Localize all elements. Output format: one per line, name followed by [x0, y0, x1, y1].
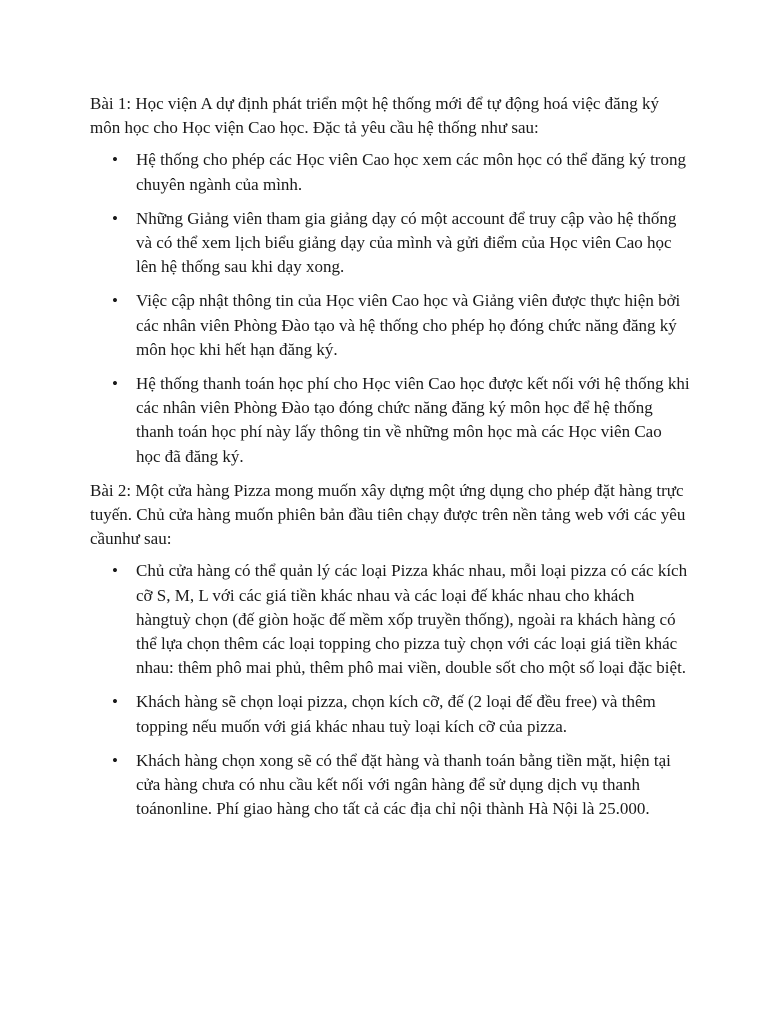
document-page [90, 92, 690, 831]
list-item-text: Hệ thống thanh toán học phí cho Học viên Cao học được kết nối với hệ thống khi các nhân viên Phòng Đào tạo đóng chức năng đăng ký môn học để hệ thống thanh toán học phí này lấy thông tin về những môn học mà các Học viên Cao học đã đăng ký. [136, 374, 690, 466]
list-item-text: Việc cập nhật thông tin của Học viên Cao học và Giảng viên được thực hiện bởi các nhân viên Phòng Đào tạo và hệ thống cho phép họ đóng chức năng đăng ký môn học khi hết hạn đăng ký. [136, 291, 681, 359]
bullet-icon: • [112, 150, 118, 170]
bullet-icon: • [112, 374, 118, 394]
bullet-icon: • [112, 692, 118, 712]
list-item-text: Những Giảng viên tham gia giảng dạy có một account để truy cập vào hệ thống và có thể xem lịch biểu giảng dạy của mình và gửi điểm của Học viên Cao học lên hệ thống sau khi dạy xong. [136, 208, 677, 277]
bai1-intro: Bài 1: Học viện A dự định phát triển một hệ thống mới để tự động hoá việc đăng ký môn học cho Học viện Cao học. Đặc tả yêu cầu hệ thống như sau: [90, 94, 659, 138]
list-item [90, 749, 690, 822]
list-item [90, 559, 690, 680]
bai2-intro: Bài 2: Một cửa hàng Pizza mong muốn xây dựng một ứng dụng cho phép đặt hàng trực tuyến. Chủ cửa hàng muốn phiên bản đầu tiên chạy được trên nền tảng web với các yêu cầunhư sau: [90, 480, 686, 549]
bullet-icon: • [112, 208, 118, 228]
bullet-icon: • [112, 750, 118, 770]
list-item [90, 372, 690, 469]
list-item [90, 207, 690, 280]
bai2-list [90, 559, 690, 821]
list-item [90, 690, 690, 738]
bullet-icon: • [112, 291, 118, 311]
list-item [90, 148, 690, 196]
list-item-text: Khách hàng sẽ chọn loại pizza, chọn kích cỡ, đế (2 loại đế đều free) và thêm topping nếu muốn với giá khác nhau tuỳ loại kích cỡ của pizza. [136, 692, 656, 736]
list-item [90, 289, 690, 362]
list-item-text: Chủ cửa hàng có thể quản lý các loại Pizza khác nhau, mỗi loại pizza có các kích cỡ S, M, L với các giá tiền khác nhau và các loại đế khác nhau cho khách hàngtuỳ chọn (đế giòn hoặc đế mềm xốp truyền thống), ngoài ra khách hàng có thể lựa chọn thêm các loại topping cho pizza tuỳ chọn với các loại giá tiền khác nhau: thêm phô mai phủ, thêm phô mai viền, double sốt cho một số loại đặc biệt. [136, 561, 688, 678]
list-item-text: Khách hàng chọn xong sẽ có thể đặt hàng và thanh toán bằng tiền mặt, hiện tại cửa hàng chưa có nhu cầu kết nối với ngân hàng để sử dụng dịch vụ thanh toánonline. Phí giao hàng cho tất cả các địa chỉ nội thành Hà Nội là 25.000. [136, 750, 671, 819]
list-item-text: Hệ thống cho phép các Học viên Cao học xem các môn học có thể đăng ký trong chuyên ngành của mình. [136, 150, 686, 194]
bai1-list [90, 148, 690, 468]
bullet-icon: • [112, 561, 118, 581]
